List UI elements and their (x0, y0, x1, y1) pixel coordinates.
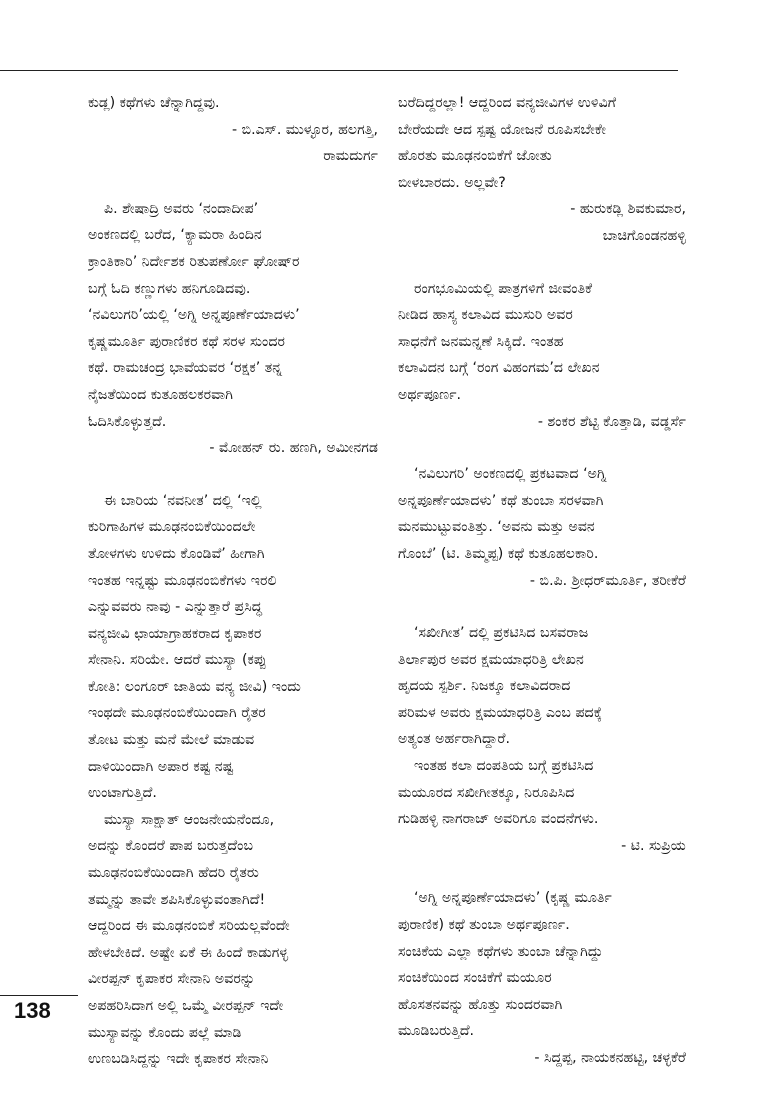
text-line: ಸಂಚಿಕೆಯಿಂದ ಸಂಚಿಕೆಗೆ ಮಯೂರ (398, 970, 552, 987)
text-line: ಮುಸ್ಯಾ ಸಾಕ್ಷಾತ್ ಆಂಜನೇಯನೆಂದೂ, (104, 811, 275, 828)
letter (398, 461, 686, 594)
text-line: ರಂಗಭೂಮಿಯಲ್ಲಿ ಪಾತ್ರಗಳಿಗೆ ಜೀವಂತಿಕೆ (414, 280, 593, 297)
text-line: ತಿರ್ಲಾಪುರ ಅವರ ಕ್ಷಮಯಾಧರಿತ್ರಿ ಲೇಖನ (398, 651, 584, 668)
text-line: ಕೃಷ್ಣಮೂರ್ತಿ ಪುರಾಣಿಕರ ಕಥೆ ಸರಳ ಸುಂದರ (88, 333, 286, 350)
text-line: ವನ್ಯಜೀವಿ ಛಾಯಾಗ್ರಾಹಕರಾದ ಕೃಪಾಕರ (88, 625, 262, 642)
text-line: ತೋಳಗಳು ಉಳಿದು ಕೊಂಡಿವೆ’ ಹೀಗಾಗಿ (88, 545, 265, 562)
letter (398, 276, 686, 436)
text-line: ಅರ್ಥಪೂರ್ಣ. (398, 386, 462, 403)
text-line: ಕುಡ್ಲ) ಕಥೆಗಳು ಚೆನ್ನಾಗಿದ್ದವು. (88, 95, 220, 111)
text-line: ‘ಸಖೀಗೀತ’ ದಲ್ಲಿ ಪ್ರಕಟಿಸಿದ ಬಸವರಾಜ (414, 625, 589, 642)
text-line: ಓದಿಸಿಕೊಳ್ಳುತ್ತದೆ. (88, 413, 167, 430)
text-line: ನೈಜತೆಯಿಂದ ಕುತೂಹಲಕರವಾಗಿ (88, 386, 234, 403)
text-line: ಸಾಧನೆಗೆ ಜನಮನ್ನಣೆ ಸಿಕ್ಕಿದೆ. ಇಂತಹ (398, 333, 564, 350)
text-line: ಮಯೂರದ ಸಖೀಗೀತಕ್ಕೂ, ನಿರೂಪಿಸಿದ (398, 784, 575, 801)
text-line: ಮನಮುಟ್ಟುವಂತಿತ್ತು. ‘ಅವನು ಮತ್ತು ಅವನ (398, 519, 595, 536)
text-line: ಮೂಡಿಬರುತ್ತಿದೆ. (398, 1023, 475, 1040)
text-line: ಅಪಹರಿಸಿದಾಗ ಅಲ್ಲಿ ಒಮ್ಮೆ ವೀರಪ್ಪನ್ ಇದೇ (88, 998, 284, 1014)
text-line: ಇಂತಹ ಇನ್ನಷ್ಟು ಮೂಢನಂಬಿಕೆಗಳು ಇರಲಿ (88, 572, 277, 589)
signature-line: - ಟಿ. ಸುಪ್ರಿಯ (621, 837, 686, 854)
text-line: ಉಂಟಾಗುತ್ತಿದೆ. (88, 785, 157, 802)
text-line: ನೀಡಿದ ಹಾಸ್ಯ ಕಲಾವಿದ ಮುಸುರಿ ಅವರ (398, 307, 573, 324)
text-line: ಹೃದಯ ಸ್ಪರ್ಶಿ. ನಿಜಕ್ಕೂ ಕಲಾವಿದರಾದ (398, 678, 571, 695)
text-line: ಅತ್ಯಂತ ಅರ್ಹರಾಗಿದ್ದಾರೆ. (398, 731, 510, 748)
page-number: 138 (14, 998, 51, 1023)
signature-line: - ಬಿ.ಎಸ್. ಮುಳ್ಳೂರ, ಹಲಗತ್ತಿ, (231, 121, 378, 138)
signature-line: ಬಾಚಿಗೊಂಡನಹಳ್ಳಿ (602, 227, 686, 244)
text-line: ಎನ್ನುವವರು ನಾವು - ಎನ್ನುತ್ತಾರೆ ಪ್ರಸಿದ್ಧ (88, 599, 263, 616)
text-line: ಹೊಸತನವನ್ನು ಹೊತ್ತು ಸುಂದರವಾಗಿ (398, 996, 563, 1013)
text-line: ಇಂಥದೇ ಮೂಢನಂಬಿಕೆಯಿಂದಾಗಿ ರೈತರ (88, 705, 266, 722)
letter (88, 488, 378, 1073)
text-line: ಮೂಢನಂಬಿಕೆಯಿಂದಾಗಿ ಹೆದರಿ ರೈತರು (88, 865, 259, 882)
text-line: ಬೀಳಬಾರದು. ಅಲ್ಲವೇ? (398, 174, 506, 191)
text-line: ಆದ್ದರಿಂದ ಈ ಮೂಢನಂಬಿಕೆ ಸರಿಯಲ್ಲವೆಂದೇ (88, 918, 290, 935)
text-line: ಪಿ. ಶೇಷಾದ್ರಿ ಅವರು ‘ನಂದಾದೀಪ’ (104, 200, 259, 217)
text-line: ಅದನ್ನು ಕೊಂದರೆ ಪಾಪ ಬರುತ್ತದೆಂಬ (88, 838, 254, 855)
text-line: ಇಂತಹ ಕಲಾ ದಂಪತಿಯ ಬಗ್ಗೆ ಪ್ರಕಟಿಸಿದ (414, 758, 594, 775)
text-line: ವೀರಪ್ಪನ್ ಕೃಪಾಕರ ಸೇನಾನಿ ಅವರನ್ನು (88, 971, 256, 988)
signature-line: - ಹುರುಕಡ್ಲಿ ಶಿವಕುಮಾರ, (570, 201, 686, 218)
text-line: ‘ನವಿಲುಗರಿ’ ಅಂಕಣದಲ್ಲಿ ಪ್ರಕಟವಾದ ‘ಅಗ್ನಿ (414, 466, 607, 483)
text-line: ದಾಳಿಯಿಂದಾಗಿ ಅಪಾರ ಕಷ್ಟ ನಷ್ಟ (88, 758, 234, 775)
text-line: ಕೋತಿ: ಲಂಗೂರ್ ಜಾತಿಯ ವನ್ಯ ಜೀವಿ) ಇಂದು (88, 678, 301, 695)
bottom-rule (0, 995, 78, 996)
right-column (398, 90, 686, 1098)
text-line: ಹೊರತು ಮೂಢನಂಬಿಕೆಗೆ ಜೋತು (398, 148, 552, 165)
letter (88, 90, 378, 170)
text-line: ಉಣಬಡಿಸಿದ್ದನ್ನು ಇದೇ ಕೃಪಾಕರ ಸೇನಾನಿ (88, 1051, 269, 1068)
text-line: ‘ಅಗ್ನಿ ಅನ್ನಪೂರ್ಣೆಯಾದಳು’ (ಕೃಷ್ಣ ಮೂರ್ತಿ (414, 890, 612, 907)
letter (398, 620, 686, 859)
text-line: ಬಗ್ಗೆ ಓದಿ ಕಣ್ಣುಗಳು ಹನಿಗೂಡಿದವು. (88, 280, 251, 297)
text-line: ಸೇನಾನಿ. ಸರಿಯೇ. ಆದರೆ ಮುಸ್ಯಾ (ಕಪ್ಪು (88, 652, 267, 669)
text-line: ಕುರಿಗಾಹಿಗಳ ಮೂಢನಂಬಿಕೆಯಿಂದಲೇ (88, 519, 256, 536)
text-line: ಗುಡಿಹಳ್ಳಿ ನಾಗರಾಜ್ ಅವರಿಗೂ ವಂದನೆಗಳು. (398, 811, 599, 828)
text-line: ಹೇಳಬೇಕಿದೆ. ಅಷ್ಟೇ ಏಕೆ ಈ ಹಿಂದೆ ಕಾಡುಗಳ್ಳ (88, 944, 289, 961)
text-line: ಪರಿಮಳ ಅವರು ಕ್ಷಮಯಾಧರಿತ್ರಿ ಎಂಬ ಪದಕ್ಕೆ (398, 704, 603, 721)
text-line: ಬೇರೆಯದೇ ಆದ ಸ್ಪಷ್ಟ ಯೋಜನೆ ರೂಪಿಸಬೇಕೇ (398, 121, 606, 138)
text-line: ಸಂಚಿಕೆಯ ಎಲ್ಲಾ ಕಥೆಗಳು ತುಂಬಾ ಚೆನ್ನಾಗಿದ್ದು (398, 943, 603, 960)
text-line: ಅನ್ನಪೂರ್ಣೆಯಾದಳು’ ಕಥೆ ತುಂಬಾ ಸರಳವಾಗಿ (398, 492, 604, 509)
text-line: ಬರೆದಿದ್ದರಲ್ಲಾ! ಆದ್ದರಿಂದ ವನ್ಯಜೀವಿಗಳ ಉಳಿವಿಗೆ (398, 95, 617, 111)
left-column (88, 90, 378, 1099)
text-line: ಕ್ರಾಂತಿಕಾರಿ’ ನಿರ್ದೇಶಕ ರಿತುಪರ್ಣೋ ಘೋಷ್‌ರ (88, 253, 300, 270)
text-line: ಪುರಾಣಿಕ) ಕಥೆ ತುಂಬಾ ಅರ್ಥಪೂರ್ಣ. (398, 917, 570, 934)
text-line: ಕಲಾವಿದನ ಬಗ್ಗೆ ‘ರಂಗ ವಿಹಂಗಮ’ದ ಲೇಖನ (398, 360, 600, 377)
letter (398, 885, 686, 1071)
text-line: ಮುಸ್ಯಾವನ್ನು ಕೊಂದು ಪಲ್ಲೆ ಮಾಡಿ (88, 1024, 242, 1041)
text-line: ಕಥೆ. ರಾಮಚಂದ್ರ ಭಾವೆಯವರ ‘ರಕ್ಷಕ’ ತನ್ನ (88, 360, 283, 377)
text-line: ತೋಟ ಮತ್ತು ಮನೆ ಮೇಲೆ ಮಾಡುವ (88, 732, 255, 749)
signature-line: - ಸಿದ್ದಪ್ಪ, ನಾಯಕನಹಟ್ಟಿ, ಚಳ್ಳಕೆರೆ (534, 1050, 686, 1066)
signature-line: - ಬಿ.ಪಿ. ಶ್ರೀಧರ್‌ಮೂರ್ತಿ, ತರೀಕೆರೆ (529, 572, 686, 589)
text-line: ಗೊಂಬೆ’ (ಟಿ. ತಿಮ್ಮಪ್ಪ) ಕಥೆ ಕುತೂಹಲಕಾರಿ. (398, 545, 599, 562)
letter (398, 90, 686, 250)
signature-line: ರಾಮದುರ್ಗ (323, 148, 378, 165)
text-line: ತಮ್ಮನ್ನು ತಾವೇ ಶಪಿಸಿಕೊಳ್ಳುವಂತಾಗಿದೆ! (88, 891, 266, 908)
text-line: ‘ನವಿಲುಗರಿ’ಯಲ್ಲಿ ‘ಅಗ್ನಿ ಅನ್ನಪೂರ್ಣೆಯಾದಳು’ (88, 307, 300, 324)
letter (88, 196, 378, 462)
top-rule (0, 70, 678, 71)
text-line: ಅಂಕಣದಲ್ಲಿ ಬರೆದ, ‘ಕ್ಯಾಮರಾ ಹಿಂದಿನ (88, 227, 262, 244)
signature-line: - ಮೋಹನ್ ರು. ಹಣಗಿ, ಅಮೀನಗಡ (209, 440, 378, 457)
text-line: ಈ ಬಾರಿಯ ‘ನವನೀತ’ ದಲ್ಲಿ ‘ಇಲ್ಲಿ (104, 492, 262, 509)
signature-line: - ಶಂಕರ ಶೆಟ್ಟಿ ಕೊತ್ತಾಡಿ, ವಡ್ಡರ್ಸೆ (537, 413, 686, 430)
